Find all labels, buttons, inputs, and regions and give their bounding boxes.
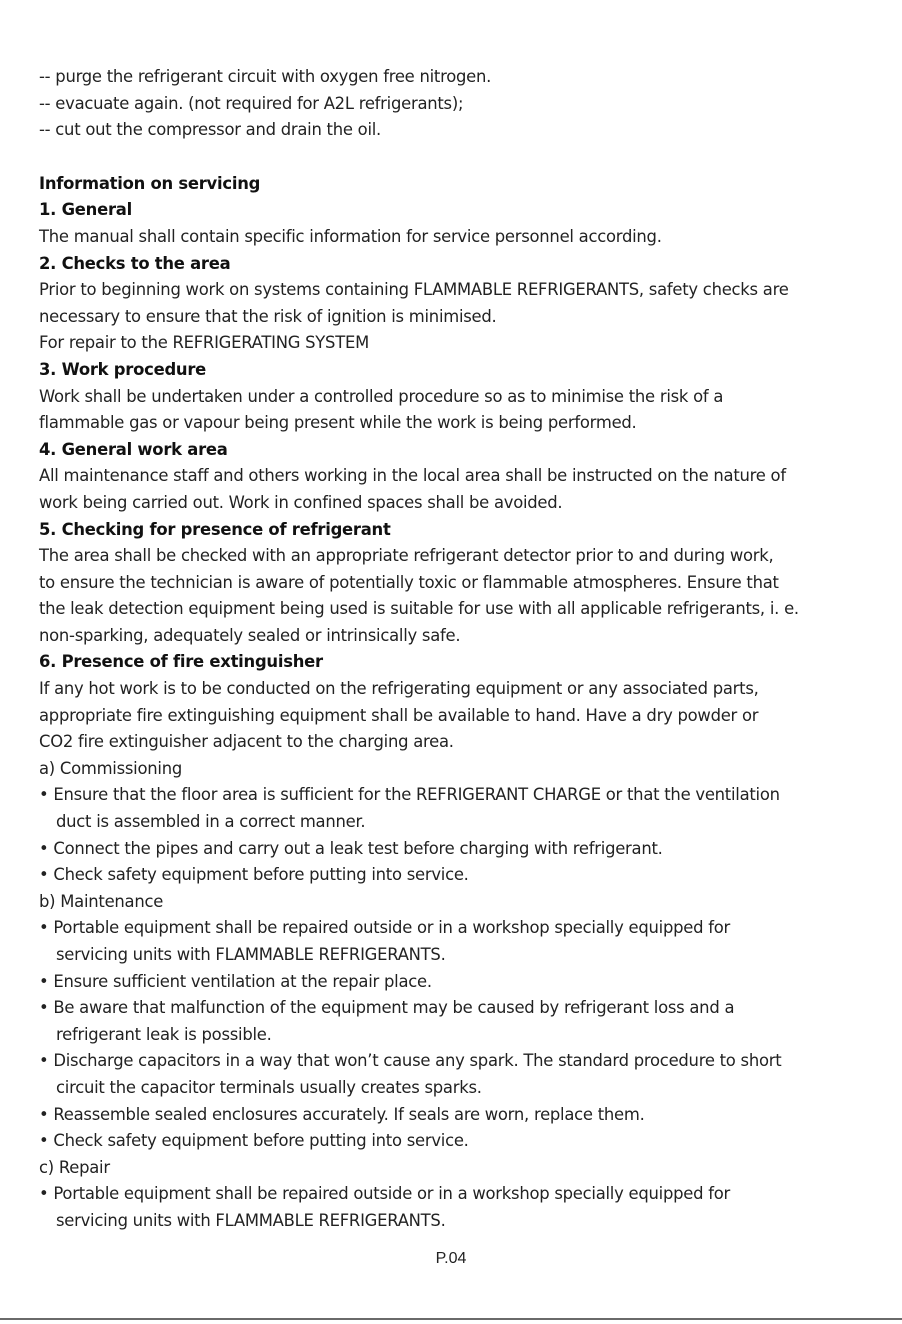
paragraph-line: the leak detection equipment being used is suitable for use with all applicable refrigerants, i. e. xyxy=(39,599,799,619)
spacer xyxy=(39,144,899,171)
bullet-item: • Reassemble sealed enclosures accurately. If seals are worn, replace them. xyxy=(39,1104,645,1124)
bottom-divider xyxy=(0,1318,902,1320)
subsection-title-repair: c) Repair xyxy=(39,1157,110,1177)
document-body xyxy=(39,64,899,1235)
paragraph-line: to ensure the technician is aware of potentially toxic or flammable atmospheres. Ensure that xyxy=(39,572,779,592)
section-title-work-area: 4. General work area xyxy=(39,439,228,459)
paragraph-line: The area shall be checked with an appropriate refrigerant detector prior to and during work, xyxy=(39,546,774,566)
paragraph-line: For repair to the REFRIGERATING SYSTEM xyxy=(39,333,369,353)
paragraph-line: If any hot work is to be conducted on the refrigerating equipment or any associated parts, xyxy=(39,679,759,699)
bullet-item: • Discharge capacitors in a way that won’t cause any spark. The standard procedure to short xyxy=(39,1051,782,1071)
page-number: P.04 xyxy=(435,1250,467,1267)
bullet-item: • Portable equipment shall be repaired outside or in a workshop specially equipped for xyxy=(39,918,730,938)
bullet-continuation: circuit the capacitor terminals usually creates sparks. xyxy=(56,1077,482,1097)
paragraph-line: CO2 fire extinguisher adjacent to the charging area. xyxy=(39,732,454,752)
section-title-refrigerant-presence: 5. Checking for presence of refrigerant xyxy=(39,519,391,539)
bullet-continuation: servicing units with FLAMMABLE REFRIGERANTS. xyxy=(56,945,446,964)
section-title-fire-extinguisher: 6. Presence of fire extinguisher xyxy=(39,652,323,672)
paragraph-line: The manual shall contain specific information for service personnel according. xyxy=(39,226,662,246)
paragraph-line: Work shall be undertaken under a controlled procedure so as to minimise the risk of a xyxy=(39,386,724,406)
section-heading: Information on servicing xyxy=(39,173,261,193)
section-title-general: 1. General xyxy=(39,200,132,220)
bullet-item: • Ensure that the floor area is sufficient for the REFRIGERANT CHARGE or that the ventilation xyxy=(39,785,780,805)
bullet-item: • Be aware that malfunction of the equipment may be caused by refrigerant loss and a xyxy=(39,998,735,1018)
bullet-continuation: servicing units with FLAMMABLE REFRIGERANTS. xyxy=(56,1210,446,1230)
intro-line: -- evacuate again. (not required for A2L refrigerants); xyxy=(39,93,464,113)
subsection-title-maintenance: b) Maintenance xyxy=(39,891,164,911)
section-title-checks: 2. Checks to the area xyxy=(39,253,231,273)
paragraph-line: work being carried out. Work in confined spaces shall be avoided. xyxy=(39,492,563,512)
paragraph-line: flammable gas or vapour being present while the work is being performed. xyxy=(39,413,637,433)
bullet-item: • Check safety equipment before putting into service. xyxy=(39,865,469,885)
paragraph-line: non-sparking, adequately sealed or intrinsically safe. xyxy=(39,625,461,645)
paragraph-line: appropriate fire extinguishing equipment shall be available to hand. Have a dry powder or xyxy=(39,705,759,725)
paragraph-line: Prior to beginning work on systems containing FLAMMABLE REFRIGERANTS, safety checks are xyxy=(39,280,789,300)
bullet-item: • Check safety equipment before putting into service. xyxy=(39,1131,469,1151)
intro-line: -- purge the refrigerant circuit with oxygen free nitrogen. xyxy=(39,67,492,86)
section-title-work-procedure: 3. Work procedure xyxy=(39,359,207,379)
paragraph-line: necessary to ensure that the risk of ignition is minimised. xyxy=(39,306,497,326)
paragraph-line: All maintenance staff and others working in the local area shall be instructed on the nature of xyxy=(39,466,786,486)
bullet-item: • Connect the pipes and carry out a leak test before charging with refrigerant. xyxy=(39,838,663,858)
bullet-continuation: refrigerant leak is possible. xyxy=(56,1024,272,1044)
bullet-continuation: duct is assembled in a correct manner. xyxy=(56,812,366,832)
bullet-item: • Portable equipment shall be repaired outside or in a workshop specially equipped for xyxy=(39,1184,730,1204)
intro-line: -- cut out the compressor and drain the oil. xyxy=(39,120,382,140)
subsection-title-commissioning: a) Commissioning xyxy=(39,758,183,778)
bullet-item: • Ensure sufficient ventilation at the repair place. xyxy=(39,971,432,991)
